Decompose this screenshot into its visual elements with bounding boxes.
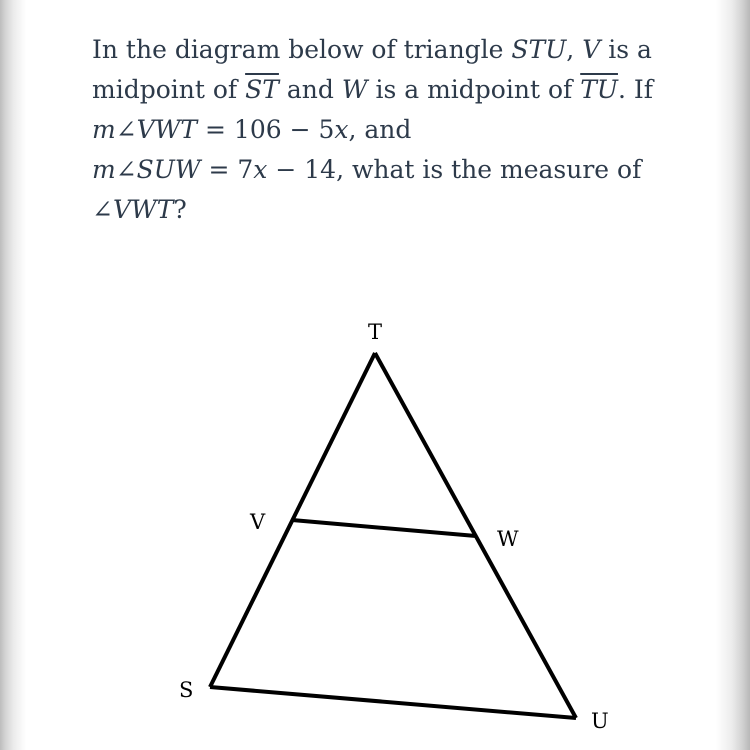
- label-w: W: [497, 527, 519, 551]
- math-segment-tu: $\overline{TU}$: [580, 75, 618, 104]
- math-segment-st: $\overline{ST}$: [245, 75, 279, 104]
- label-s: S: [179, 678, 194, 702]
- math-angle-vwt: ∠VWT: [92, 195, 174, 224]
- label-u: U: [591, 709, 609, 733]
- math-point-v: V: [582, 35, 601, 64]
- label-t: T: [368, 320, 383, 344]
- math-expression: = 7: [200, 155, 254, 184]
- math-variable-x: x: [253, 155, 268, 184]
- math-expression: = 106 − 5: [197, 115, 335, 144]
- text: In the diagram below of triangle: [92, 35, 512, 64]
- math-point-w: W: [341, 75, 368, 104]
- text: is a: [600, 35, 652, 64]
- math-expression: − 14: [267, 155, 337, 184]
- text: . If: [617, 75, 653, 104]
- text: is a midpoint of: [367, 75, 581, 104]
- label-v: V: [250, 510, 266, 534]
- text: and: [278, 75, 342, 104]
- text: ,: [566, 35, 583, 64]
- math-angle-vwt: m∠VWT: [92, 115, 198, 144]
- math-angle-suw: m∠SUW: [92, 155, 201, 184]
- text: ?: [173, 195, 187, 224]
- segment-su: [210, 687, 576, 718]
- text: , what is the measure of: [336, 155, 642, 184]
- math-triangle-name: STU: [511, 35, 567, 64]
- segment-vw: [292, 520, 476, 536]
- text: , and: [348, 115, 412, 144]
- text: midpoint of: [92, 75, 246, 104]
- math-variable-x: x: [334, 115, 349, 144]
